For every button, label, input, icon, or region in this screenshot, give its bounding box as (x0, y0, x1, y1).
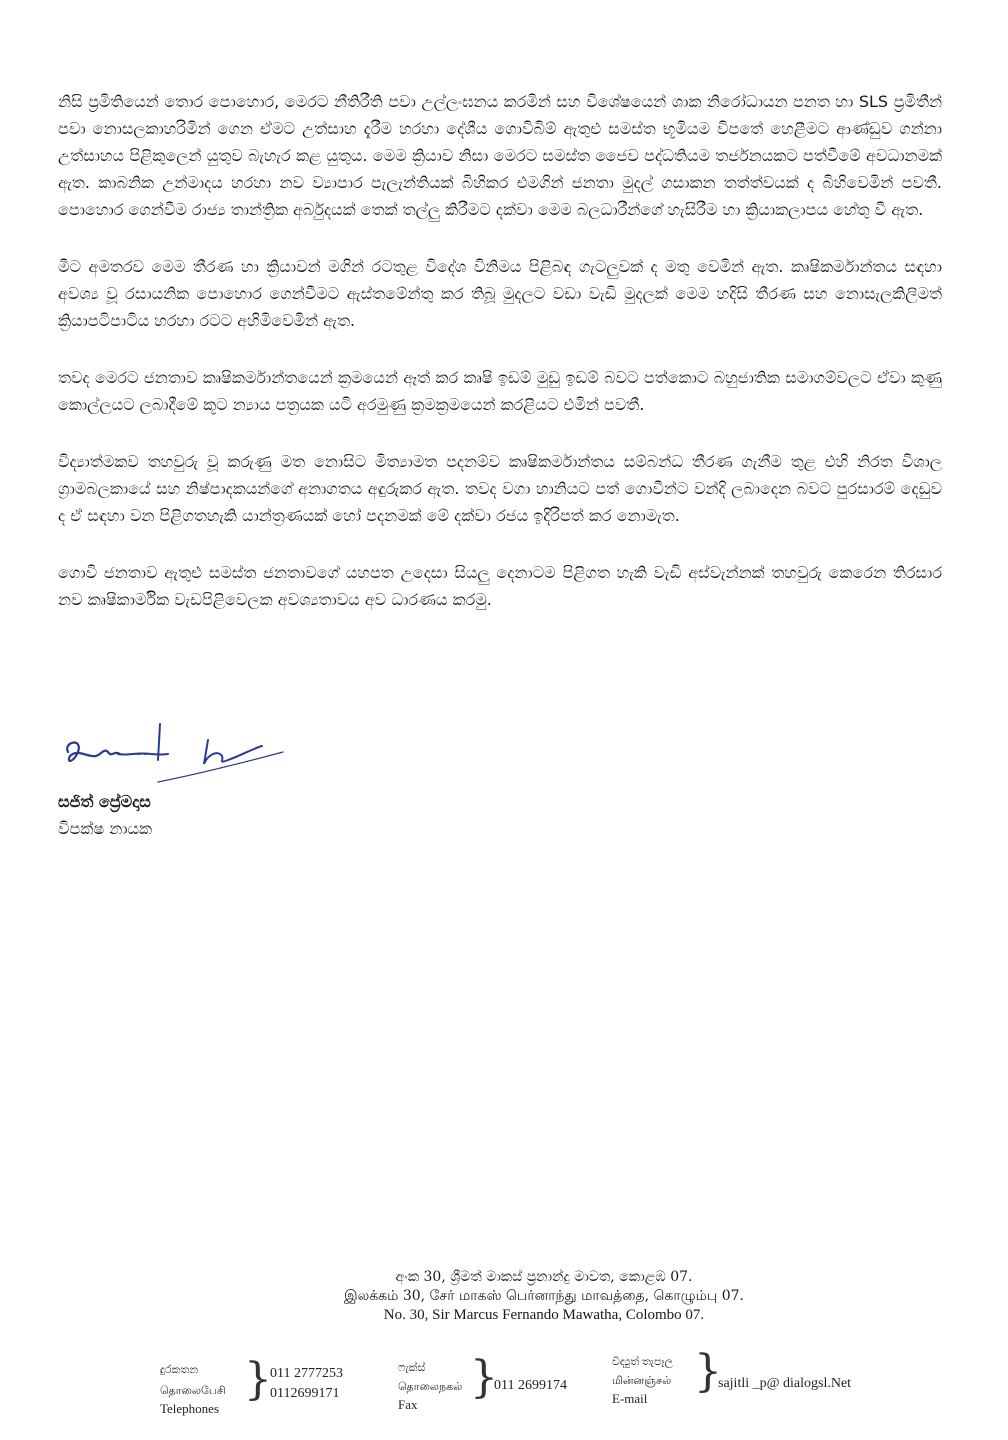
telephone-label-english: Telephones (160, 1401, 220, 1416)
email-address: sajitli _p@ dialogsl.Net (718, 1376, 852, 1391)
handwritten-signature (58, 712, 288, 792)
email-label-sinhala: විද්‍යුත් තැපෑල (612, 1356, 673, 1368)
footer-address (0, 1268, 1008, 1325)
fax-labels (398, 1360, 462, 1413)
email-brace: } (694, 1346, 722, 1397)
telephone-label-tamil: தொலைபேசி (160, 1385, 226, 1397)
fax-label-english: Fax (398, 1397, 418, 1412)
telephone-label-sinhala: දුරකතන (160, 1364, 199, 1376)
letter-body (58, 88, 942, 643)
paragraph-5: ගොවි ජනතාව ඇතුළු සමස්ත ජනතාවගේ යහපත උදෙසා සියලු දෙනාටම පිළිගත හැකි වැඩි අස්වැන්නක් තහවුරු කෙරෙන තිරසාර නව කෘෂිකාර්මික වැඩපිළිවෙලක අවශ්‍යතාවය අව ධාරණය කරමු. (58, 563, 942, 609)
signatory-name: සජිත් ප්‍රේමදාස (58, 792, 151, 811)
fax-number: 011 2699174 (494, 1378, 567, 1393)
telephone-labels (160, 1362, 226, 1417)
address-english: No. 30, Sir Marcus Fernando Mawatha, Colombo 07. (383, 1307, 705, 1323)
email-label-english: E-mail (612, 1391, 648, 1406)
email-labels (612, 1354, 673, 1407)
address-sinhala: අංක 30, ශ්‍රීමත් මාකස් ප්‍රනාන්දු මාවත, කොළඹ 07. (395, 1269, 693, 1285)
address-tamil: இலக்கம் 30, சேர் மாகஸ் பெர்னாந்து மாவத்தை, கொழும்பு 07. (343, 1288, 745, 1304)
signatory-title: විපක්ෂ නායක (58, 819, 152, 838)
paragraph-2: මීට අමතරව මෙම තීරණ හා ක්‍රියාවන් මගින් රටතුළ විදේශ විනිමය පිළිබඳ ගැටලුවක් ද මතු වෙමින් ඇත. කෘෂිකර්මාන්තය සඳහා අවශ්‍ය වූ රසායනික පොහොර ගෙන්වීමට ඇස්තමේන්තු කර තිබූ මුදලට වඩා වැඩි මුදලක් මෙම හදිසි තීරණ සහ නොසැලකිලිමත් ක්‍රියාපටිපාටිය හරහා රටට අහිමිවෙමින් ඇත. (58, 257, 942, 330)
telephone-brace: } (244, 1354, 272, 1405)
telephone-number-2: 0112699171 (270, 1386, 340, 1401)
paragraph-1: නිසි ප්‍රමිතියෙන් තොර පොහොර, මෙරට නීතිරීති පවා උල්ලංඝනය කරමින් සහ විශේෂයෙන් ශාක නිරෝධායන පනත හා SLS ප්‍රමිතීන් පවා නොසලකාහරිමින් ගෙන ඒමට උත්සාහ දැරීම හරහා දේශීය ගොවිබිම් ඇතුළු සමස්ත භූමියම විපතේ හෙළීමට ආණ්ඩුව ගන්නා උත්සාහය පිළිකුලෙන් යුතුව බැහැර කළ යුතුය. මෙම ක්‍රියාව නිසා මෙරට සමස්ත ජෛව පද්ධතියම තර්ජනයකට පත්වීමේ අවධානමක් ඇත. කාබනික උන්මාදය හරහා නව ව්‍යාපාර පැලැන්තියක් බිහිකර එමගින් ජනතා මුදල් ගසාකන තත්ත්වයක් ද බිහිවෙමින් පවතී. පොහොර ගෙන්වීම රාජ්‍ය තාන්ත්‍රික අර්බුදයක් තෙක් තල්ලු කිරීමට දක්වා මෙම බලධාරීන්ගේ හැසිරීම හා ක්‍රියාකලාපය හේතු වී ඇත. (58, 92, 942, 219)
fax-label-sinhala: ෆැක්ස් (398, 1362, 426, 1374)
paragraph-3: තවද මෙරට ජනතාව කෘෂිකර්මාන්තයෙන් ක්‍රමයෙන් ඈත් කර කෘෂි ඉඩම් මුඩු ඉඩම් බවට පත්කොට බහුජාතික සමාගම්වලට ඒවා කුණු කොල්ලයට ලබාදීමේ කූට න්‍යාය පත්‍රයක යටි අරමුණු ක්‍රමක්‍රමයෙන් කරළියට එමින් පවතී. (58, 368, 942, 414)
telephone-number-1: 011 2777253 (270, 1366, 343, 1381)
email-label-tamil: மின்னஞ்சல் (612, 1375, 672, 1387)
fax-brace: } (470, 1352, 498, 1403)
paragraph-4: විද්‍යාත්මකව තහවුරු වූ කරුණු මත නොසිට මිත්‍යාමත පදනම්ව කෘෂිකර්මාන්තය සම්බන්ධ තීරණ ගැනීම තුළ එහි නිරත විශාල ග්‍රාමබලකායේ සහ නිෂ්පාදකයන්ගේ අනාගතය අඳුරුකර ඇත. තවද වගා හානියට පත් ගොවීන්ට වන්දි ලබාදෙන බවට පුරසාරම් දෙඩුව ද ඒ සඳහා වන පිළිගතහැකි යාන්ත්‍රණයක් හෝ පදනමක් මේ දක්වා රජය ඉදිරිපත් කර නොමැත. (58, 452, 942, 525)
fax-label-tamil: தொலைநகல் (398, 1381, 463, 1393)
